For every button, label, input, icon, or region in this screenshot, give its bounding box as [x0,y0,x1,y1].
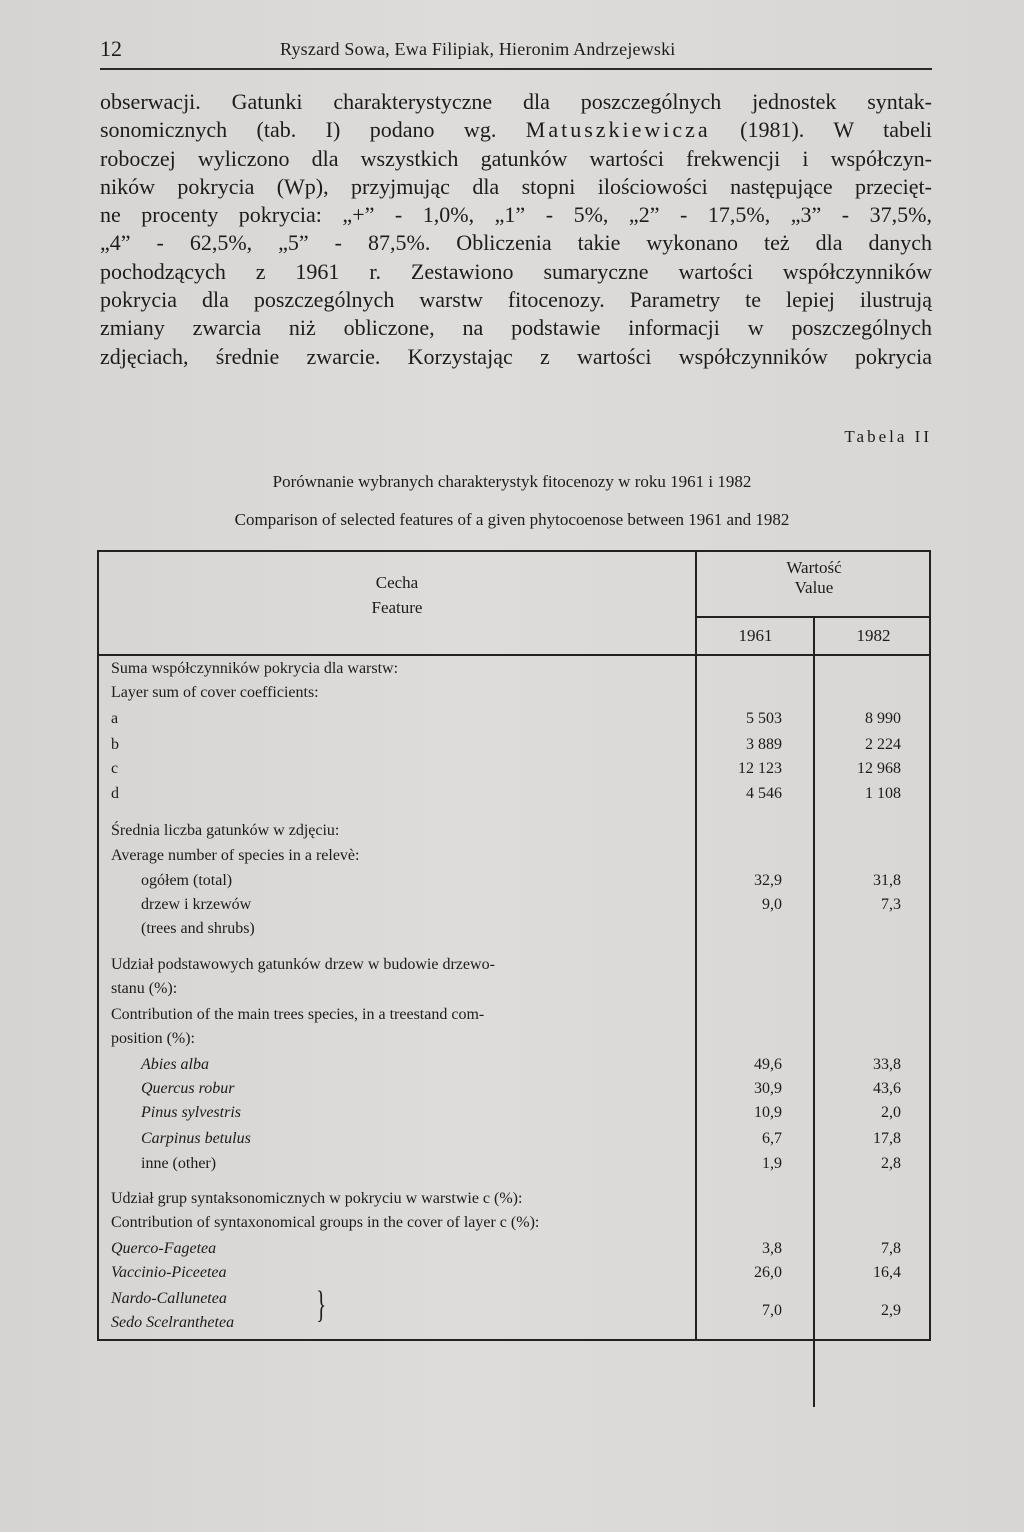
row-label: inne (other) [141,1155,217,1172]
text-line: pokrycia dla poszczególnych warstw fitocenozy. Parametry te lepiej ilustrują [100,287,932,313]
text-line: ne procenty pokrycia: „+” - 1,0%, „1” - 5%, „2” - 17,5%, „3” - 37,5%, [100,202,932,228]
value-1961: 3,8 [762,1240,782,1257]
text-line: pochodzących z 1961 r. Zestawiono sumaryczne wartości współczynników [100,258,932,284]
data-table [97,550,931,1341]
value-header [697,558,931,598]
value-1982: 12 968 [857,760,901,777]
text-line: zdjęciach, średnie zwarcie. Korzystając z wartości współczynników pokrycia [100,343,932,369]
text-line [100,116,932,144]
text-line: ników pokrycia (Wp), przyjmując dla stopni ilościowości następujące przecięt- [100,173,932,199]
section-heading: Contribution of the main trees species, in a treestand com- [111,1006,485,1023]
species-label: Abies alba [141,1056,209,1073]
value-1961: 32,9 [754,872,782,889]
value-1961: 1,9 [762,1155,782,1172]
row-label: (trees and shrubs) [141,920,255,937]
value-1961: 3 889 [746,736,782,753]
value-1961: 9,0 [762,896,782,913]
header-bottom-border [97,654,931,656]
row-label: ogółem (total) [141,872,233,889]
value-1982: 1 108 [865,785,901,802]
text-line: obserwacji. Gatunki charakterystyczne dla poszczególnych jednostek syntak- [100,89,932,114]
row-label: d [111,785,119,802]
year-column-divider [813,616,815,1407]
page-number: 12 [100,36,122,61]
running-title: Ryszard Sowa, Ewa Filipiak, Hieronim Andrzejewski [280,39,676,59]
section-heading: Contribution of syntaxonomical groups in the cover of layer c (%): [111,1214,540,1231]
text-line: roboczej wyliczono dla wszystkich gatunków wartości frekwencji i współczyn- [100,145,932,171]
value-1982: 8 990 [865,710,901,727]
section-heading: Średnia liczba gatunków w zdjęciu: [111,822,340,839]
value-1982: 2 224 [865,736,901,753]
value-1961: 5 503 [746,710,782,727]
row-label: c [111,760,119,777]
value-1982: 2,0 [881,1104,901,1121]
value-1982: 43,6 [873,1080,901,1097]
value-column-divider [695,550,697,1341]
value-1961: 4 546 [746,785,782,802]
syntaxon-label: Vaccinio-Piceetea [111,1264,227,1281]
feature-header-en: Feature [371,598,423,617]
value-1982: 31,8 [873,872,901,889]
syntaxon-label: Querco-Fagetea [111,1240,217,1257]
value-1961: 49,6 [754,1056,782,1073]
value-1982: 33,8 [873,1056,901,1073]
cited-author: Matuszkiewicza [525,117,711,143]
syntaxon-label: Nardo-Callunetea [111,1290,227,1307]
row-label: drzew i krzewów [141,896,252,913]
grouping-brace: } [316,1284,327,1326]
value-1982: 2,8 [881,1155,901,1172]
value-1961: 6,7 [762,1130,782,1147]
value-1961: 10,9 [754,1104,782,1121]
running-head [100,36,932,66]
feature-header [97,570,697,620]
section-heading: Udział grup syntaksonomicznych w pokryciu w warstwie c (%): [111,1190,523,1207]
table-left-border [97,550,99,1341]
body-paragraph [100,88,932,371]
section-heading: Suma współczynników pokrycia dla warstw: [111,660,399,677]
section-heading: Layer sum of cover coefficients: [111,684,319,701]
value-header-pl: Wartość [786,558,842,577]
species-label: Quercus robur [141,1080,235,1097]
value-1982: 16,4 [873,1264,901,1281]
value-1982: 7,8 [881,1240,901,1257]
text-fragment: sonomicznych (tab. I) podano wg. [100,117,526,143]
section-heading: stanu (%): [111,980,178,997]
table-bottom-border [97,1339,931,1341]
value-1982: 17,8 [873,1130,901,1147]
value-1961: 12 123 [738,760,782,777]
syntaxon-label: Sedo Scelranthetea [111,1314,235,1331]
value-1961: 26,0 [754,1264,782,1281]
value-header-en: Value [794,578,834,597]
section-heading: Average number of species in a relevè: [111,847,360,864]
header-rule [100,68,932,70]
table-caption-english: Comparison of selected features of a given phytocoenose between 1961 and 1982 [234,510,790,529]
year-1961-header: 1961 [738,626,773,645]
section-heading: Udział podstawowych gatunków drzew w budowie drzewo- [111,956,495,973]
value-1961: 7,0 [762,1302,782,1319]
table-caption-polish: Porównanie wybranych charakterystyk fitocenozy w roku 1961 i 1982 [272,472,752,491]
row-label: b [111,736,119,753]
table-right-border [929,550,931,1341]
table-label: Tabela II [844,427,932,446]
row-label: a [111,710,119,727]
text-line: zmiany zwarcia niż obliczone, na podstawie informacji w poszczególnych [100,315,932,341]
year-1982-header: 1982 [856,626,891,645]
species-label: Pinus sylvestris [141,1104,241,1121]
value-1982: 2,9 [881,1302,901,1319]
table-top-border [97,550,931,552]
section-heading: position (%): [111,1030,195,1047]
feature-header-pl: Cecha [375,573,419,592]
text-fragment: (1981). W tabeli [710,117,932,143]
text-line: „4” - 62,5%, „5” - 87,5%. Obliczenia takie wykonano też dla danych [100,230,932,256]
value-1982: 7,3 [881,896,901,913]
species-label: Carpinus betulus [141,1130,251,1147]
value-1961: 30,9 [754,1080,782,1097]
